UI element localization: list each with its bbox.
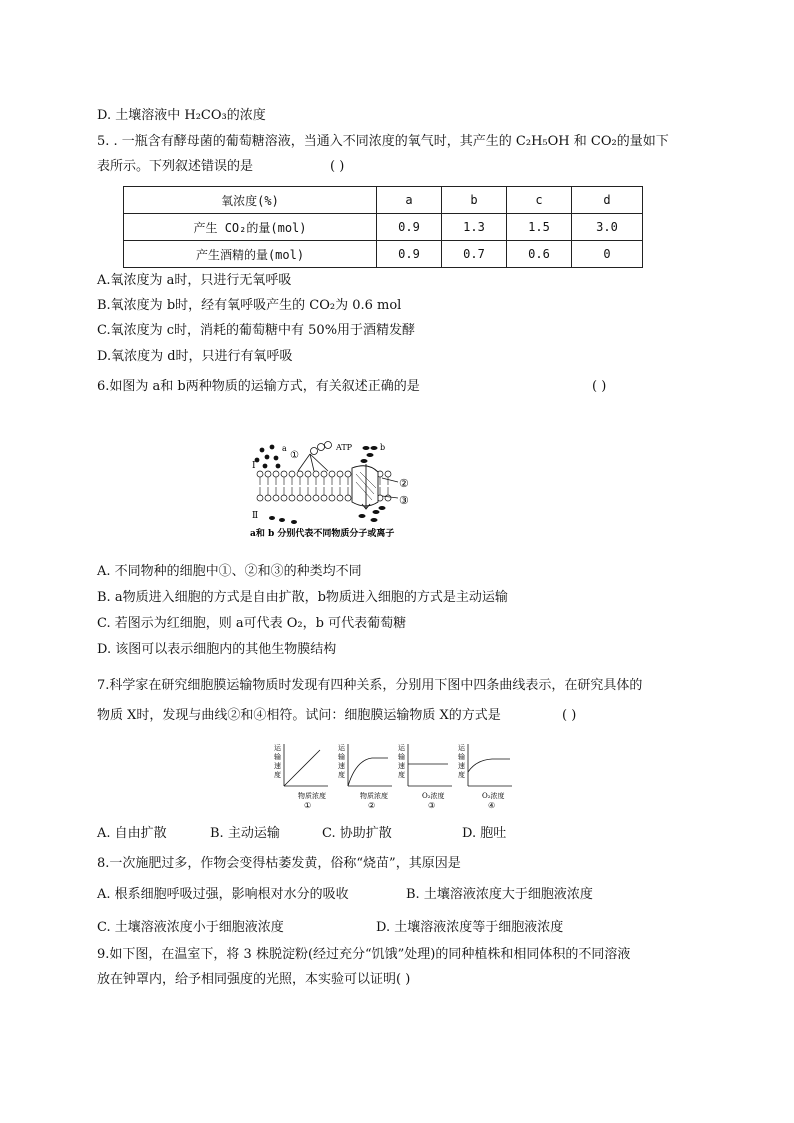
curve-line bbox=[468, 759, 510, 772]
q7-stem-line1: 7.科学家在研究细胞膜运输物质时发现有四种关系，分别用下图中四条曲线表示，在研究具体的 bbox=[97, 678, 643, 693]
ylabel-char: 速 bbox=[458, 762, 465, 770]
q7-option-d: D. 胞吐 bbox=[462, 826, 507, 841]
q5-answer-paren: ( ) bbox=[330, 159, 345, 174]
q6-answer-paren: ( ) bbox=[592, 379, 607, 394]
ylabel-char: 度 bbox=[398, 771, 405, 779]
q6-option-c: C. 若图示为红细胞，则 a可代表 O₂，b 可代表葡萄糖 bbox=[97, 616, 407, 631]
curve-panel-4 bbox=[458, 744, 512, 810]
ylabel-char: 输 bbox=[338, 753, 345, 761]
marker-1: ① bbox=[290, 450, 299, 461]
table-cell: 0.9 bbox=[377, 214, 442, 241]
ylabel-char: 速 bbox=[338, 762, 345, 770]
ylabel-char: 运 bbox=[274, 744, 281, 752]
panel-number: ③ bbox=[428, 801, 436, 810]
q9-stem-line2: 放在钟罩内，给予相同强度的光照，本实验可以证明( ) bbox=[97, 972, 411, 987]
q8-option-c: C. 土壤溶液浓度小于细胞液浓度 bbox=[97, 920, 284, 935]
xlabel: 物质浓度 bbox=[298, 792, 326, 800]
table-cell: 产生酒精的量(mol) bbox=[124, 241, 377, 268]
q6-stem: 6.如图为 a和 b两种物质的运输方式，有关叙述正确的是 bbox=[97, 379, 420, 394]
label-atp: ATP bbox=[336, 443, 353, 452]
table-row bbox=[124, 241, 643, 268]
side-label-top: Ⅰ bbox=[252, 461, 256, 471]
table-cell: b bbox=[442, 187, 507, 214]
table-row bbox=[124, 214, 643, 241]
table-cell: 氧浓度(%) bbox=[124, 187, 377, 214]
curve-line bbox=[348, 758, 388, 786]
ylabel-char: 输 bbox=[274, 753, 281, 761]
curve-panel-2 bbox=[338, 744, 392, 810]
q7-option-a: A. 自由扩散 bbox=[97, 826, 167, 841]
xlabel: O₂浓度 bbox=[422, 792, 445, 800]
table-cell: 0.9 bbox=[377, 241, 442, 268]
ylabel-char: 运 bbox=[338, 744, 345, 752]
q5-stem-line1: 5. . 一瓶含有酵母菌的葡萄糖溶液，当通入不同浓度的氧气时，其产生的 C₂H₅OH 和 CO₂的量如下 bbox=[97, 134, 669, 149]
q7-option-b: B. 主动运输 bbox=[210, 826, 280, 841]
marker-2: ② bbox=[399, 477, 409, 490]
pointer-2 bbox=[382, 478, 398, 482]
table-cell: 0 bbox=[572, 241, 643, 268]
ylabel-char: 度 bbox=[274, 771, 281, 779]
table-cell: 0.7 bbox=[442, 241, 507, 268]
label-b: b bbox=[380, 443, 386, 452]
marker-3: ③ bbox=[399, 494, 409, 507]
ylabel-char: 输 bbox=[398, 753, 405, 761]
q5-option-a: A.氧浓度为 a时，只进行无氧呼吸 bbox=[97, 273, 292, 288]
q5-stem-line2: 表所示。下列叙述错误的是 bbox=[97, 159, 254, 174]
q8-option-d: D. 土壤溶液浓度等于细胞液浓度 bbox=[376, 920, 564, 935]
xlabel: 物质浓度 bbox=[360, 792, 388, 800]
q8-option-b: B. 土壤溶液浓度大于细胞液浓度 bbox=[406, 887, 593, 902]
table-cell: c bbox=[507, 187, 572, 214]
ylabel-char: 度 bbox=[458, 771, 465, 779]
q6-option-b: B. a物质进入细胞的方式是自由扩散，b物质进入细胞的方式是主动运输 bbox=[97, 590, 508, 605]
membrane-diagram bbox=[248, 438, 428, 540]
table-cell: 1.3 bbox=[442, 214, 507, 241]
table-cell: 产生 CO₂的量(mol) bbox=[124, 214, 377, 241]
ylabel-char: 运 bbox=[398, 744, 405, 752]
ylabel-char: 运 bbox=[458, 744, 465, 752]
q6-option-a: A. 不同物种的细胞中①、②和③的种类均不同 bbox=[97, 564, 362, 579]
curve-panel-1 bbox=[274, 744, 328, 810]
table-row bbox=[124, 187, 643, 214]
transport-curves-figure bbox=[272, 742, 522, 810]
bottom-molecules bbox=[269, 516, 297, 524]
curve-line bbox=[284, 750, 320, 786]
q6-option-d: D. 该图可以表示细胞内的其他生物膜结构 bbox=[97, 642, 337, 657]
q5-option-c: C.氧浓度为 c时，消耗的葡萄糖中有 50%用于酒精发酵 bbox=[97, 323, 416, 338]
table-cell: d bbox=[572, 187, 643, 214]
table-cell: 1.5 bbox=[507, 214, 572, 241]
oxygen-table bbox=[123, 186, 643, 268]
ylabel-char: 输 bbox=[458, 753, 465, 761]
molecule-a-group bbox=[255, 445, 281, 469]
membrane-caption: a和 b 分别代表不同物质分子或离子 bbox=[250, 529, 395, 539]
q5-option-b: B.氧浓度为 b时，经有氧呼吸产生的 CO₂为 0.6 mol bbox=[97, 298, 402, 313]
table-cell: a bbox=[377, 187, 442, 214]
q7-stem-line2: 物质 X时，发现与曲线②和④相符。试问：细胞膜运输物质 X的方式是 bbox=[97, 708, 501, 723]
table-cell: 3.0 bbox=[572, 214, 643, 241]
label-a: a bbox=[282, 444, 287, 453]
panel-number: ① bbox=[304, 801, 312, 810]
q7-option-c: C. 协助扩散 bbox=[322, 826, 392, 841]
ylabel-char: 速 bbox=[274, 762, 281, 770]
panel-number: ④ bbox=[488, 801, 496, 810]
ylabel-char: 速 bbox=[398, 762, 405, 770]
panel-number: ② bbox=[368, 801, 376, 810]
glycoprotein-chain bbox=[298, 442, 332, 472]
q8-option-a: A. 根系细胞呼吸过强，影响根对水分的吸收 bbox=[97, 887, 349, 902]
xlabel: O₂浓度 bbox=[482, 792, 505, 800]
q8-stem: 8.一次施肥过多，作物会变得枯萎发黄，俗称“烧苗”，其原因是 bbox=[97, 856, 461, 871]
prev-option-d: D. 土壤溶液中 H₂CO₃的浓度 bbox=[97, 108, 266, 123]
q5-option-d: D.氧浓度为 d时，只进行有氧呼吸 bbox=[97, 349, 293, 364]
side-label-bottom: Ⅱ bbox=[252, 511, 259, 521]
ylabel-char: 度 bbox=[338, 771, 345, 779]
curve-panel-3 bbox=[398, 744, 452, 810]
q9-stem-line1: 9.如下图，在温室下，将 3 株脱淀粉(经过充分“饥饿”处理)的同种植株和相同体积的不同溶液 bbox=[97, 947, 631, 962]
q7-answer-paren: ( ) bbox=[562, 708, 577, 723]
table-cell: 0.6 bbox=[507, 241, 572, 268]
